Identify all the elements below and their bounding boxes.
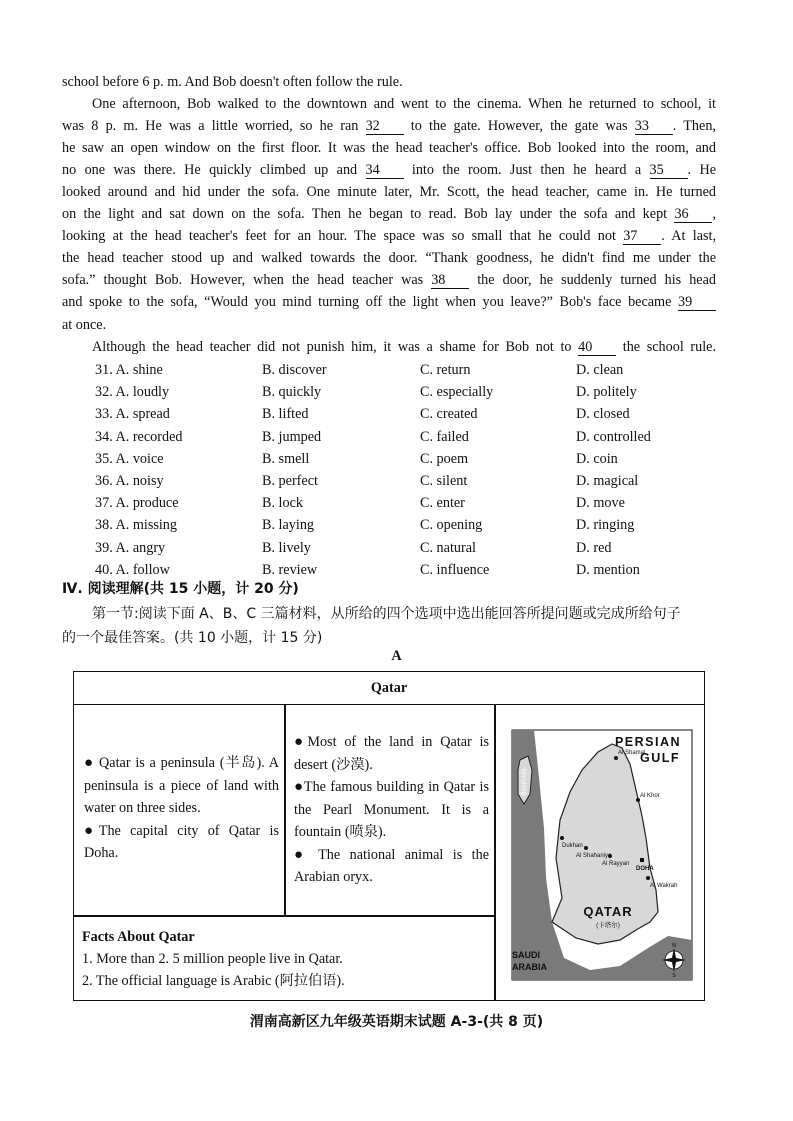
passage-text: and spoke to the sofa, “Would you mind turning off the light when you leave?” Bob's face became xyxy=(62,294,678,310)
passage-line xyxy=(62,72,716,92)
option-row xyxy=(95,382,715,402)
option-row xyxy=(95,471,715,491)
sea-label: GULF xyxy=(639,751,681,765)
passage-text: Although the head teacher did not punish him, it was a shame for Bob not to xyxy=(92,339,579,355)
passage-text: at once. xyxy=(62,317,107,333)
svg-text:S: S xyxy=(672,973,676,979)
passage-line xyxy=(92,94,716,114)
passage-text: looking at the head teacher's feet for an hour. The space was so small that he could not xyxy=(62,228,624,244)
passage-line xyxy=(62,292,716,312)
option-c: C. natural xyxy=(420,539,476,556)
passage-line xyxy=(62,182,716,202)
blank-number: 35 xyxy=(650,162,688,179)
passage-text: sofa.” thought Bob. However, when the head teacher was xyxy=(62,272,432,288)
option-c: C. opening xyxy=(420,517,483,534)
blank-number: 33 xyxy=(635,118,673,135)
option-c: C. created xyxy=(420,406,478,423)
option-a: 39. A. angry xyxy=(95,539,166,556)
option-row xyxy=(95,538,715,558)
option-a: 38. A. missing xyxy=(95,517,177,534)
option-c: C. influence xyxy=(420,561,490,578)
list-item: ● Qatar is a peninsula (半岛). A peninsula is a piece of land with water on three sides. xyxy=(84,755,279,816)
passage-line xyxy=(62,204,716,224)
option-d: D. magical xyxy=(576,473,639,489)
city-label: Al Wakrah xyxy=(650,883,678,889)
blank-number: 32 xyxy=(366,118,404,135)
option-c: C. especially xyxy=(420,384,494,401)
option-a: 32. A. loudly xyxy=(95,384,170,401)
passage-text: One afternoon, Bob walked to the downtown and went to the cinema. When he returned to school, it xyxy=(92,96,716,112)
blank-number: 37 xyxy=(623,228,661,245)
city-label: Al Khor xyxy=(640,793,660,799)
region-label: SAUDI xyxy=(512,950,541,960)
option-row xyxy=(95,404,715,424)
divider xyxy=(494,704,496,1001)
passage-line xyxy=(62,248,716,268)
capital-marker xyxy=(640,858,644,862)
option-d: D. move xyxy=(576,495,625,512)
option-row xyxy=(95,360,715,380)
option-d: D. closed xyxy=(576,406,630,423)
option-c: C. failed xyxy=(420,428,469,445)
option-b: B. lively xyxy=(262,539,311,556)
passage-text: he saw an open window on the first floor. It was the head teacher's office. Bob looked into the room, and xyxy=(62,140,716,156)
passage-text: to the gate. However, the gate was xyxy=(403,118,635,134)
passage-text: . At last, xyxy=(661,228,717,244)
option-b: B. quickly xyxy=(262,384,322,401)
passage-text: on the light and sat down on the sofa. Then he began to read. Bob lay under the sofa and kept xyxy=(62,206,675,222)
city-label: Al Shahaniya xyxy=(576,853,612,859)
passage-text: the door, he suddenly turned his head xyxy=(469,272,716,288)
option-b: B. jumped xyxy=(262,428,322,445)
city-dot xyxy=(560,836,564,840)
passage-text: school before 6 p. m. And Bob doesn't often follow the rule. xyxy=(62,74,403,90)
option-c: C. poem xyxy=(420,450,469,467)
fact-item: 1. More than 2. 5 million people live in Qatar. xyxy=(82,951,343,967)
blank-number: 39 xyxy=(678,294,716,311)
facts-title: Facts About Qatar xyxy=(82,929,195,945)
option-a: 31. A. shine xyxy=(95,362,163,378)
option-d: D. red xyxy=(576,539,612,556)
passage-line xyxy=(62,315,716,335)
option-c: C. silent xyxy=(420,473,468,489)
passage-line xyxy=(62,226,716,246)
list-item: ●The capital city of Qatar is Doha. xyxy=(84,822,279,861)
bahrain-label: BAHRAIN xyxy=(522,768,528,796)
svg-text:N: N xyxy=(672,943,676,949)
qatar-table xyxy=(73,671,705,1001)
list-item: ● The national animal is the Arabian oryx. xyxy=(294,846,489,885)
option-d: D. mention xyxy=(576,561,640,578)
page-footer: 渭南高新区九年级英语期末试题 A-3-(共 8 页) xyxy=(249,1014,544,1030)
section-title: Ⅳ. 阅读理解(共 15 小题，计 20 分) xyxy=(62,581,299,597)
option-b: B. laying xyxy=(262,517,315,534)
qatar-map xyxy=(498,708,702,998)
blank-number: 36 xyxy=(674,206,712,223)
option-a: 36. A. noisy xyxy=(95,473,164,489)
option-row xyxy=(95,427,715,447)
city-label: DOHA xyxy=(636,866,654,872)
country-label-cn: (卡塔尔) xyxy=(596,922,620,929)
option-b: B. perfect xyxy=(262,473,318,489)
table-title: Qatar xyxy=(74,672,704,705)
city-label: Dukhan xyxy=(562,843,583,849)
blank-number: 38 xyxy=(431,272,469,289)
passage-line xyxy=(62,138,716,158)
passage-text: into the room. Just then he heard a xyxy=(403,162,650,178)
option-d: D. ringing xyxy=(576,517,635,534)
option-row xyxy=(95,493,715,513)
list-item: ●Most of the land in Qatar is desert (沙漠). xyxy=(294,734,489,773)
passage-text: the head teacher stood up and walked towards the door. “Thank goodness, he didn't find me under the xyxy=(62,250,716,266)
option-d: D. coin xyxy=(576,450,618,467)
divider xyxy=(74,915,495,917)
section-instructions-cont: 的一个最佳答案。(共 10 小题，计 15 分) xyxy=(62,630,323,646)
passage-line xyxy=(62,160,716,180)
city-dot xyxy=(584,846,588,850)
city-label: Al Shamal xyxy=(618,750,646,756)
city-dot xyxy=(614,756,618,760)
option-b: B. lock xyxy=(262,495,303,512)
option-a: 37. A. produce xyxy=(95,495,179,512)
option-a: 33. A. spread xyxy=(95,406,170,423)
section-instructions: 第一节:阅读下面 A、B、C 三篇材料，从所给的四个选项中选出能回答所提问题或完成所给句子 xyxy=(92,606,681,622)
option-b: B. smell xyxy=(262,450,310,467)
region-label: ARABIA xyxy=(512,962,547,972)
passage-text: . Then, xyxy=(672,118,716,134)
passage-text: . He xyxy=(687,162,716,178)
passage-text: the school rule. xyxy=(616,339,716,355)
option-a: 34. A. recorded xyxy=(95,428,183,445)
option-d: D. politely xyxy=(576,384,637,401)
option-row xyxy=(95,449,715,469)
passage-label: A xyxy=(391,648,402,664)
passage-line xyxy=(62,270,716,290)
option-d: D. clean xyxy=(576,362,624,378)
fact-item: 2. The official language is Arabic (阿拉伯语). xyxy=(82,973,345,989)
option-b: B. review xyxy=(262,561,318,578)
passage-text: , xyxy=(712,206,716,222)
option-c: C. return xyxy=(420,362,471,378)
table-cell-geography xyxy=(84,752,279,865)
option-b: B. discover xyxy=(262,362,327,378)
table-cell-features xyxy=(294,731,489,889)
facts-box xyxy=(82,926,492,992)
passage-text: was 8 p. m. He was a little worried, so he ran xyxy=(62,118,366,134)
option-row xyxy=(95,560,715,580)
option-b: B. lifted xyxy=(262,406,309,423)
option-c: C. enter xyxy=(420,495,465,512)
city-label: Al Rayyan xyxy=(602,861,630,867)
passage-line xyxy=(92,337,716,357)
sea-label: PERSIAN xyxy=(614,735,682,749)
option-a: 35. A. voice xyxy=(95,450,164,467)
passage-line xyxy=(62,116,716,136)
divider xyxy=(284,704,286,916)
blank-number: 40 xyxy=(578,339,616,356)
option-d: D. controlled xyxy=(576,428,651,445)
list-item: ●The famous building in Qatar is the Pearl Monument. It is a fountain (喷泉). xyxy=(294,779,490,840)
blank-number: 34 xyxy=(366,162,404,179)
country-label: QATAR xyxy=(583,904,633,919)
passage-text: looked around and hid under the sofa. One minute later, Mr. Scott, the head teacher, came in. He turned xyxy=(62,184,716,200)
option-a: 40. A. follow xyxy=(95,561,170,578)
city-dot xyxy=(646,876,650,880)
option-row xyxy=(95,515,715,535)
passage-text: no one was there. He quickly climbed up and xyxy=(62,162,366,178)
